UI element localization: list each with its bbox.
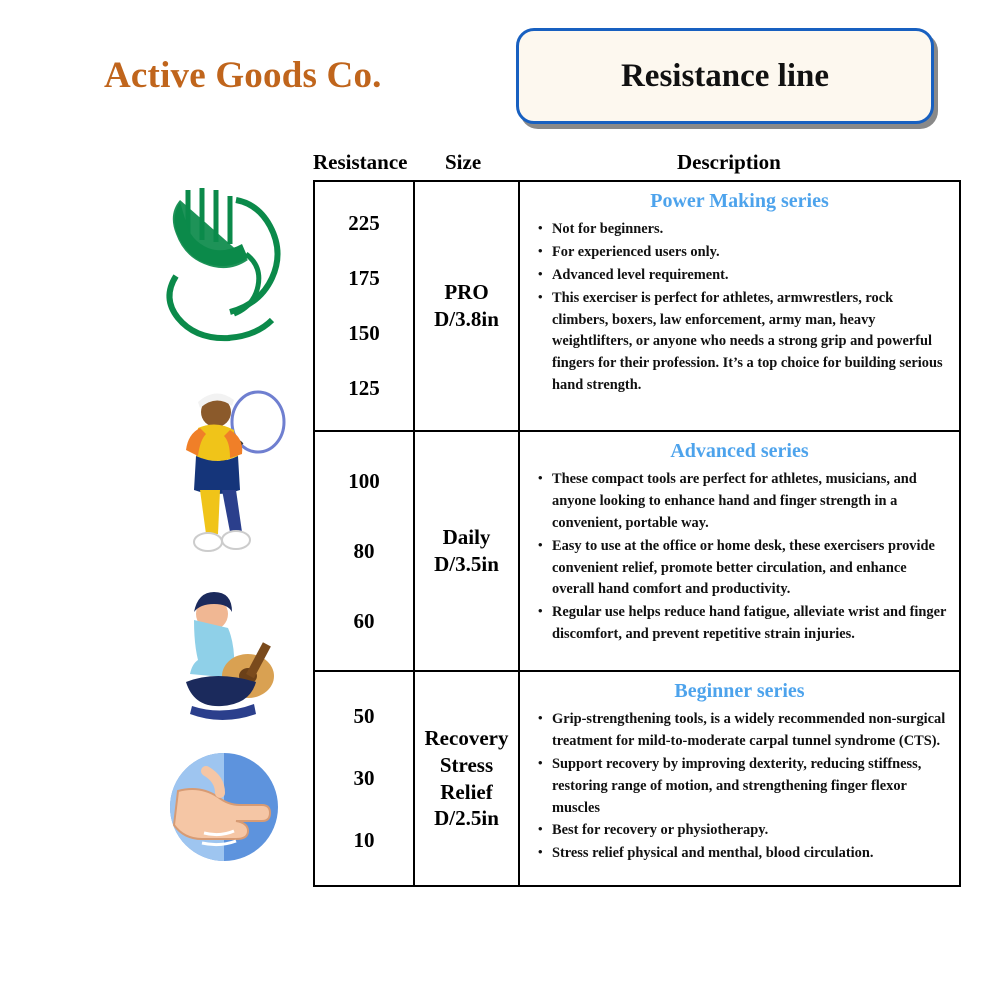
resistance-value: 100 xyxy=(348,468,380,493)
size-line: D/3.5in xyxy=(434,552,499,576)
size-line: Recovery xyxy=(424,725,509,750)
size-line: D/3.8in xyxy=(434,307,499,331)
size-cell xyxy=(415,182,520,430)
description-list xyxy=(530,469,949,646)
description-list xyxy=(530,219,949,397)
size-line: PRO xyxy=(444,280,489,305)
column-header-resistance: Resistance xyxy=(313,150,408,174)
resistance-value: 50 xyxy=(353,704,375,729)
list-item: • Best for recovery or physiotherapy. xyxy=(552,820,949,842)
size-line: D/2.5in xyxy=(434,806,499,831)
series-title: Advanced series xyxy=(670,440,809,462)
description-cell xyxy=(520,672,959,885)
tennis-player-icon xyxy=(150,390,305,580)
description-cell xyxy=(520,432,959,670)
description-cell xyxy=(520,182,959,430)
resistance-value: 175 xyxy=(348,266,380,290)
series-title: Power Making series xyxy=(650,190,829,212)
size-line: Relief xyxy=(440,779,493,804)
resistance-value: 225 xyxy=(348,211,380,235)
resistance-cell xyxy=(315,432,415,670)
list-item: • Advanced level requirement. xyxy=(552,265,949,287)
size-cell xyxy=(415,432,520,670)
size-cell xyxy=(415,672,520,885)
size-line: Stress xyxy=(439,752,494,777)
table-row xyxy=(315,432,959,672)
resistance-cell xyxy=(315,672,415,885)
table-row xyxy=(315,672,959,887)
list-item: • Easy to use at the office or home desk, these exercisers provide convenient relief, promote better circulation, and enhance overall hand comfort and productivity. xyxy=(552,536,949,602)
list-item: • For experienced users only. xyxy=(552,242,949,264)
resistance-value: 125 xyxy=(348,376,380,400)
list-item: • Stress relief physical and menthal, blood circulation. xyxy=(552,843,949,865)
column-header-description: Description xyxy=(677,150,781,174)
column-header-size: Size xyxy=(445,150,482,174)
table-row xyxy=(315,182,959,432)
flexed-arm-icon xyxy=(150,180,305,355)
handshake-massage-icon xyxy=(150,745,305,875)
resistance-value: 10 xyxy=(353,827,375,852)
resistance-table xyxy=(313,180,961,887)
resistance-value: 80 xyxy=(353,538,375,563)
resistance-value: 30 xyxy=(353,765,375,790)
list-item: • Grip-strengthening tools, is a widely recommended non-surgical treatment for mild-to-moderate carpal tunnel syndrome (CTS). xyxy=(552,709,949,753)
resistance-cell xyxy=(315,182,415,430)
list-item: • Regular use helps reduce hand fatigue, alleviate wrist and finger discomfort, and prevent repetitive strain injuries. xyxy=(552,602,949,646)
series-title: Beginner series xyxy=(674,680,805,702)
size-line: Daily xyxy=(442,525,491,550)
table-column-headers xyxy=(313,150,961,180)
list-item: • This exerciser is perfect for athletes, armwrestlers, rock climbers, boxers, law enforcement, army man, heavy weightlifters, or anyone who needs a strong grip and powerful fingers for their profession. It’s a top choice for building serious hand strength. xyxy=(552,288,949,397)
resistance-value: 150 xyxy=(348,321,380,345)
page-title: Resistance line xyxy=(620,57,830,94)
page-title-badge xyxy=(516,28,934,124)
brand-title: Active Goods Co. xyxy=(104,55,382,96)
list-item: • These compact tools are perfect for athletes, musicians, and anyone looking to enhance hand and finger strength in a convenient, portable way. xyxy=(552,469,949,535)
guitar-player-icon xyxy=(150,590,305,735)
resistance-value: 60 xyxy=(353,608,375,633)
list-item: • Not for beginners. xyxy=(552,219,949,241)
description-list xyxy=(530,709,949,865)
list-item: • Support recovery by improving dexterity, reducing stiffness, restoring range of motion, and strengthening finger flexor muscles xyxy=(552,754,949,820)
